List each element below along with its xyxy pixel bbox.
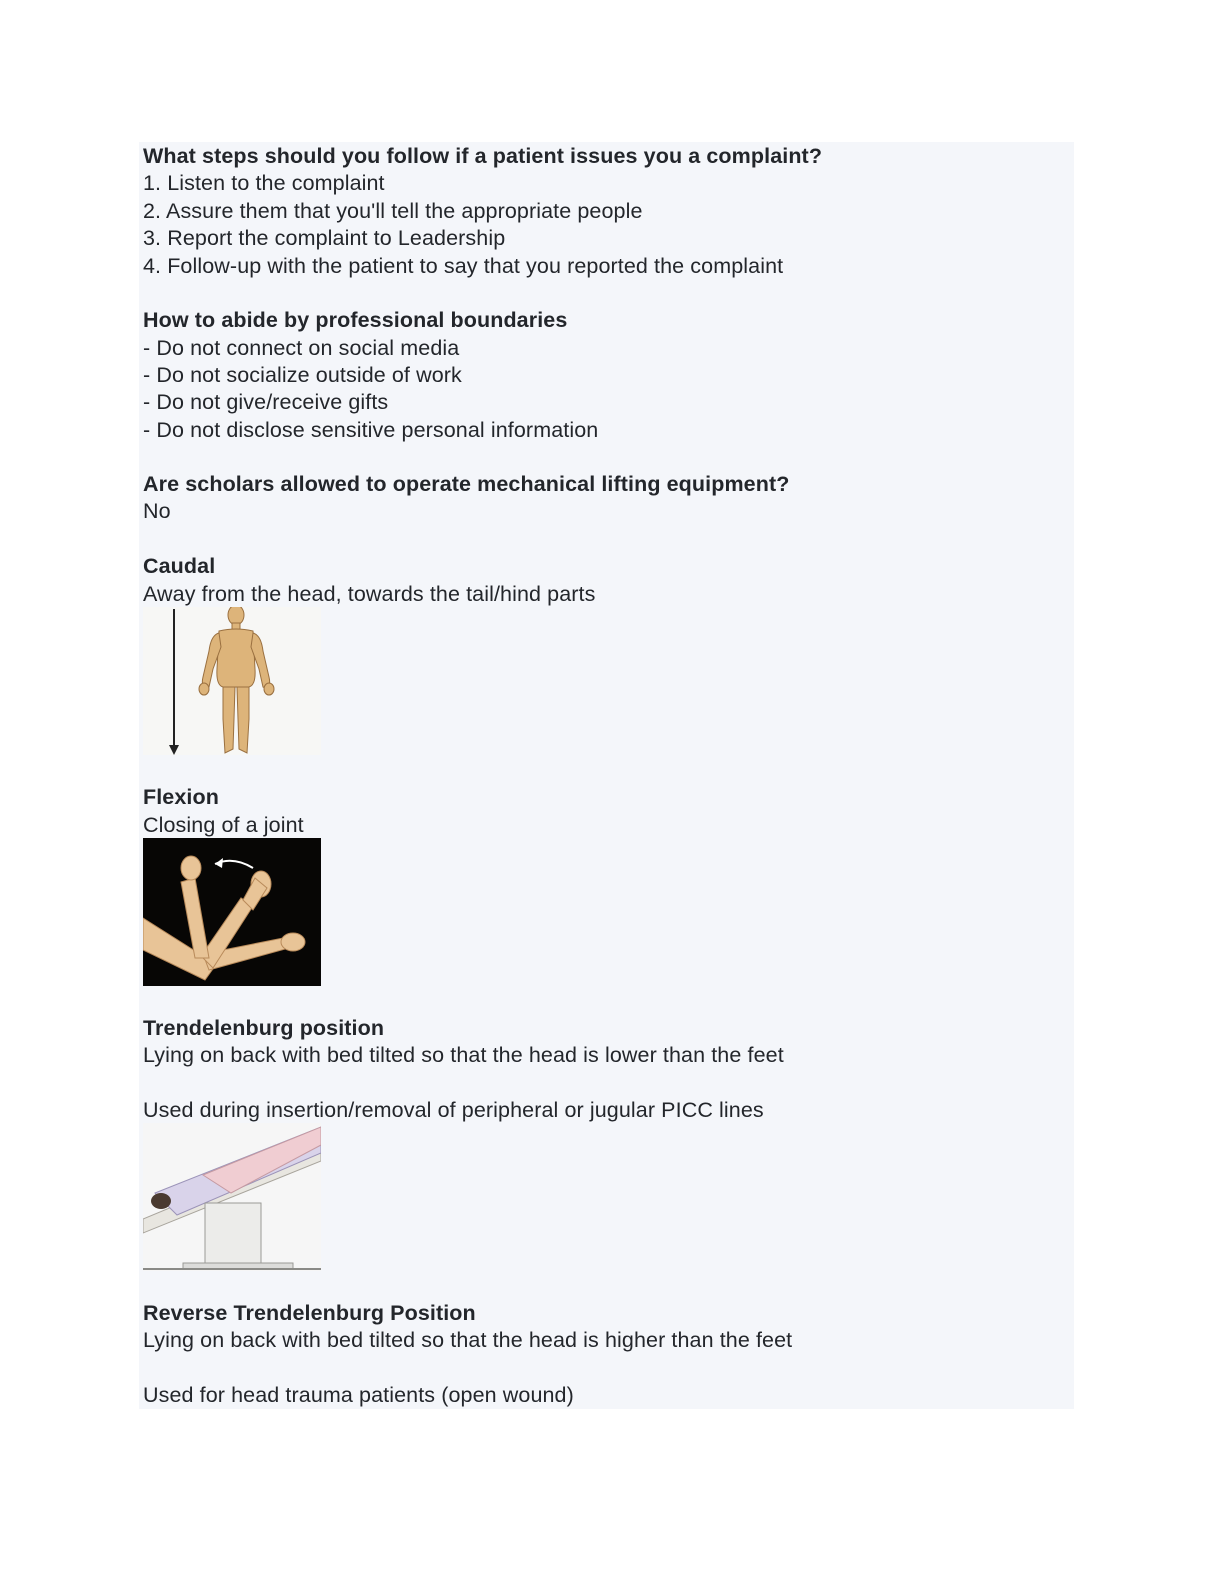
card-answer-line: 4. Follow-up with the patient to say that you reported the complaint [143, 254, 784, 278]
card-answer-line: Lying on back with bed tilted so that the head is higher than the feet [143, 1328, 793, 1352]
card-answer-line: - Do not connect on social media [143, 336, 460, 360]
card-question: Flexion [143, 785, 219, 809]
card-answer-line: 2. Assure them that you'll tell the appropriate people [143, 199, 643, 223]
card-answer-line: 3. Report the complaint to Leadership [143, 226, 506, 250]
card-question: Caudal [143, 554, 216, 578]
card-question: How to abide by professional boundaries [143, 308, 568, 332]
card-answer-line: Away from the head, towards the tail/hind parts [143, 582, 596, 606]
card-answer-line: - Do not give/receive gifts [143, 390, 389, 414]
trendelenburg-illustration [143, 1123, 321, 1271]
card-answer-line: Closing of a joint [143, 813, 304, 837]
card-answer-line: Used during insertion/removal of peripheral or jugular PICC lines [143, 1098, 764, 1122]
card-question: Trendelenburg position [143, 1016, 385, 1040]
card-question: Reverse Trendelenburg Position [143, 1301, 476, 1325]
card-question: What steps should you follow if a patient issues you a complaint? [143, 144, 823, 168]
card-answer-line: 1. Listen to the complaint [143, 171, 385, 195]
caudal-figure [143, 607, 321, 755]
card-answer-line: No [143, 499, 171, 523]
card-answer-line: Lying on back with bed tilted so that the head is lower than the feet [143, 1043, 784, 1067]
arm-flexion-photo [143, 838, 321, 986]
card-question: Are scholars allowed to operate mechanical lifting equipment? [143, 472, 790, 496]
card-answer-line: - Do not disclose sensitive personal information [143, 418, 599, 442]
card-answer-line: Used for head trauma patients (open wound) [143, 1383, 574, 1407]
card-answer-line: - Do not socialize outside of work [143, 363, 462, 387]
